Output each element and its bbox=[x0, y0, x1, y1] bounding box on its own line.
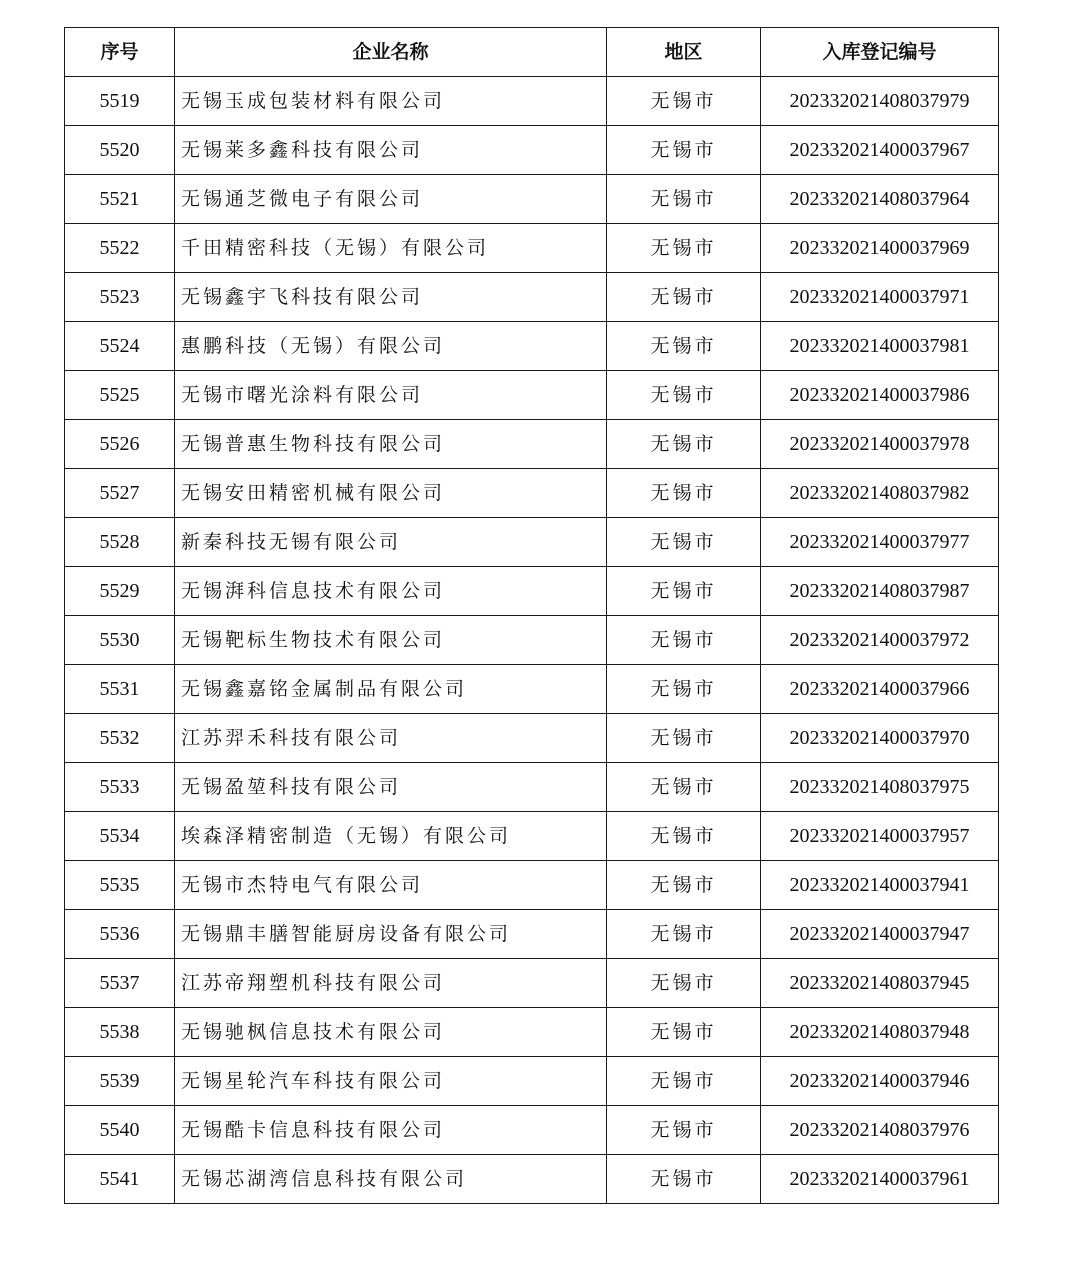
cell-region: 无锡市 bbox=[607, 567, 761, 616]
cell-registration-number: 202332021400037971 bbox=[761, 273, 999, 322]
cell-serial-number: 5525 bbox=[65, 371, 175, 420]
header-serial-number: 序号 bbox=[65, 28, 175, 77]
cell-enterprise-name: 无锡湃科信息技术有限公司 bbox=[175, 567, 607, 616]
cell-serial-number: 5521 bbox=[65, 175, 175, 224]
table-row bbox=[65, 273, 999, 322]
cell-registration-number: 202332021408037964 bbox=[761, 175, 999, 224]
cell-region: 无锡市 bbox=[607, 77, 761, 126]
cell-region: 无锡市 bbox=[607, 420, 761, 469]
cell-serial-number: 5533 bbox=[65, 763, 175, 812]
cell-serial-number: 5531 bbox=[65, 665, 175, 714]
cell-enterprise-name: 埃森泽精密制造（无锡）有限公司 bbox=[175, 812, 607, 861]
cell-region: 无锡市 bbox=[607, 812, 761, 861]
cell-enterprise-name: 无锡星轮汽车科技有限公司 bbox=[175, 1057, 607, 1106]
cell-serial-number: 5538 bbox=[65, 1008, 175, 1057]
cell-registration-number: 202332021400037981 bbox=[761, 322, 999, 371]
table-row bbox=[65, 322, 999, 371]
cell-serial-number: 5527 bbox=[65, 469, 175, 518]
table-row bbox=[65, 763, 999, 812]
cell-region: 无锡市 bbox=[607, 469, 761, 518]
cell-serial-number: 5541 bbox=[65, 1155, 175, 1204]
cell-enterprise-name: 无锡普惠生物科技有限公司 bbox=[175, 420, 607, 469]
cell-registration-number: 202332021408037975 bbox=[761, 763, 999, 812]
cell-registration-number: 202332021408037987 bbox=[761, 567, 999, 616]
cell-serial-number: 5522 bbox=[65, 224, 175, 273]
cell-region: 无锡市 bbox=[607, 616, 761, 665]
table-row bbox=[65, 861, 999, 910]
cell-serial-number: 5523 bbox=[65, 273, 175, 322]
cell-enterprise-name: 无锡芯湖湾信息科技有限公司 bbox=[175, 1155, 607, 1204]
cell-registration-number: 202332021400037967 bbox=[761, 126, 999, 175]
header-row bbox=[65, 28, 999, 77]
cell-region: 无锡市 bbox=[607, 1155, 761, 1204]
cell-region: 无锡市 bbox=[607, 714, 761, 763]
cell-enterprise-name: 新秦科技无锡有限公司 bbox=[175, 518, 607, 567]
cell-region: 无锡市 bbox=[607, 861, 761, 910]
cell-registration-number: 202332021400037941 bbox=[761, 861, 999, 910]
cell-region: 无锡市 bbox=[607, 175, 761, 224]
cell-registration-number: 202332021408037979 bbox=[761, 77, 999, 126]
table-row bbox=[65, 77, 999, 126]
cell-enterprise-name: 无锡靶标生物技术有限公司 bbox=[175, 616, 607, 665]
cell-enterprise-name: 江苏帝翔塑机科技有限公司 bbox=[175, 959, 607, 1008]
cell-region: 无锡市 bbox=[607, 224, 761, 273]
cell-region: 无锡市 bbox=[607, 959, 761, 1008]
cell-region: 无锡市 bbox=[607, 126, 761, 175]
cell-serial-number: 5537 bbox=[65, 959, 175, 1008]
table-row bbox=[65, 371, 999, 420]
table-body bbox=[65, 77, 999, 1204]
cell-registration-number: 202332021408037945 bbox=[761, 959, 999, 1008]
cell-registration-number: 202332021400037977 bbox=[761, 518, 999, 567]
table-row bbox=[65, 1057, 999, 1106]
cell-enterprise-name: 无锡酷卡信息科技有限公司 bbox=[175, 1106, 607, 1155]
cell-serial-number: 5519 bbox=[65, 77, 175, 126]
cell-enterprise-name: 无锡安田精密机械有限公司 bbox=[175, 469, 607, 518]
cell-region: 无锡市 bbox=[607, 1106, 761, 1155]
cell-registration-number: 202332021400037969 bbox=[761, 224, 999, 273]
cell-region: 无锡市 bbox=[607, 1057, 761, 1106]
cell-registration-number: 202332021400037957 bbox=[761, 812, 999, 861]
cell-serial-number: 5520 bbox=[65, 126, 175, 175]
table-row bbox=[65, 714, 999, 763]
cell-serial-number: 5528 bbox=[65, 518, 175, 567]
cell-enterprise-name: 千田精密科技（无锡）有限公司 bbox=[175, 224, 607, 273]
table-row bbox=[65, 1155, 999, 1204]
table-row bbox=[65, 469, 999, 518]
cell-enterprise-name: 无锡市曙光涂料有限公司 bbox=[175, 371, 607, 420]
header-registration-number: 入库登记编号 bbox=[761, 28, 999, 77]
cell-region: 无锡市 bbox=[607, 273, 761, 322]
table-row bbox=[65, 959, 999, 1008]
cell-enterprise-name: 无锡盈堃科技有限公司 bbox=[175, 763, 607, 812]
cell-enterprise-name: 无锡市杰特电气有限公司 bbox=[175, 861, 607, 910]
cell-region: 无锡市 bbox=[607, 322, 761, 371]
cell-region: 无锡市 bbox=[607, 763, 761, 812]
cell-registration-number: 202332021400037961 bbox=[761, 1155, 999, 1204]
cell-serial-number: 5526 bbox=[65, 420, 175, 469]
cell-enterprise-name: 无锡通芝微电子有限公司 bbox=[175, 175, 607, 224]
cell-enterprise-name: 江苏羿禾科技有限公司 bbox=[175, 714, 607, 763]
cell-registration-number: 202332021400037966 bbox=[761, 665, 999, 714]
table-row bbox=[65, 126, 999, 175]
cell-registration-number: 202332021400037947 bbox=[761, 910, 999, 959]
header-region: 地区 bbox=[607, 28, 761, 77]
cell-serial-number: 5534 bbox=[65, 812, 175, 861]
cell-enterprise-name: 无锡莱多鑫科技有限公司 bbox=[175, 126, 607, 175]
enterprise-registry-table bbox=[64, 27, 999, 1204]
cell-registration-number: 202332021400037986 bbox=[761, 371, 999, 420]
table-row bbox=[65, 518, 999, 567]
table-row bbox=[65, 420, 999, 469]
table-row bbox=[65, 224, 999, 273]
cell-enterprise-name: 无锡玉成包装材料有限公司 bbox=[175, 77, 607, 126]
table-row bbox=[65, 1008, 999, 1057]
cell-serial-number: 5540 bbox=[65, 1106, 175, 1155]
cell-serial-number: 5535 bbox=[65, 861, 175, 910]
cell-region: 无锡市 bbox=[607, 371, 761, 420]
cell-serial-number: 5536 bbox=[65, 910, 175, 959]
cell-region: 无锡市 bbox=[607, 1008, 761, 1057]
table-row bbox=[65, 910, 999, 959]
cell-enterprise-name: 无锡鑫嘉铭金属制品有限公司 bbox=[175, 665, 607, 714]
cell-registration-number: 202332021400037946 bbox=[761, 1057, 999, 1106]
table-row bbox=[65, 812, 999, 861]
cell-registration-number: 202332021400037970 bbox=[761, 714, 999, 763]
cell-serial-number: 5532 bbox=[65, 714, 175, 763]
cell-enterprise-name: 无锡鑫宇飞科技有限公司 bbox=[175, 273, 607, 322]
cell-region: 无锡市 bbox=[607, 665, 761, 714]
cell-registration-number: 202332021408037948 bbox=[761, 1008, 999, 1057]
cell-registration-number: 202332021408037976 bbox=[761, 1106, 999, 1155]
table-row bbox=[65, 175, 999, 224]
cell-serial-number: 5530 bbox=[65, 616, 175, 665]
cell-registration-number: 202332021408037982 bbox=[761, 469, 999, 518]
table-row bbox=[65, 567, 999, 616]
table-row bbox=[65, 616, 999, 665]
cell-serial-number: 5539 bbox=[65, 1057, 175, 1106]
cell-enterprise-name: 惠鹏科技（无锡）有限公司 bbox=[175, 322, 607, 371]
cell-region: 无锡市 bbox=[607, 518, 761, 567]
header-enterprise-name: 企业名称 bbox=[175, 28, 607, 77]
cell-serial-number: 5524 bbox=[65, 322, 175, 371]
cell-enterprise-name: 无锡驰枫信息技术有限公司 bbox=[175, 1008, 607, 1057]
cell-region: 无锡市 bbox=[607, 910, 761, 959]
cell-serial-number: 5529 bbox=[65, 567, 175, 616]
table-row bbox=[65, 665, 999, 714]
cell-registration-number: 202332021400037972 bbox=[761, 616, 999, 665]
cell-registration-number: 202332021400037978 bbox=[761, 420, 999, 469]
table-row bbox=[65, 1106, 999, 1155]
cell-enterprise-name: 无锡鼎丰膳智能厨房设备有限公司 bbox=[175, 910, 607, 959]
